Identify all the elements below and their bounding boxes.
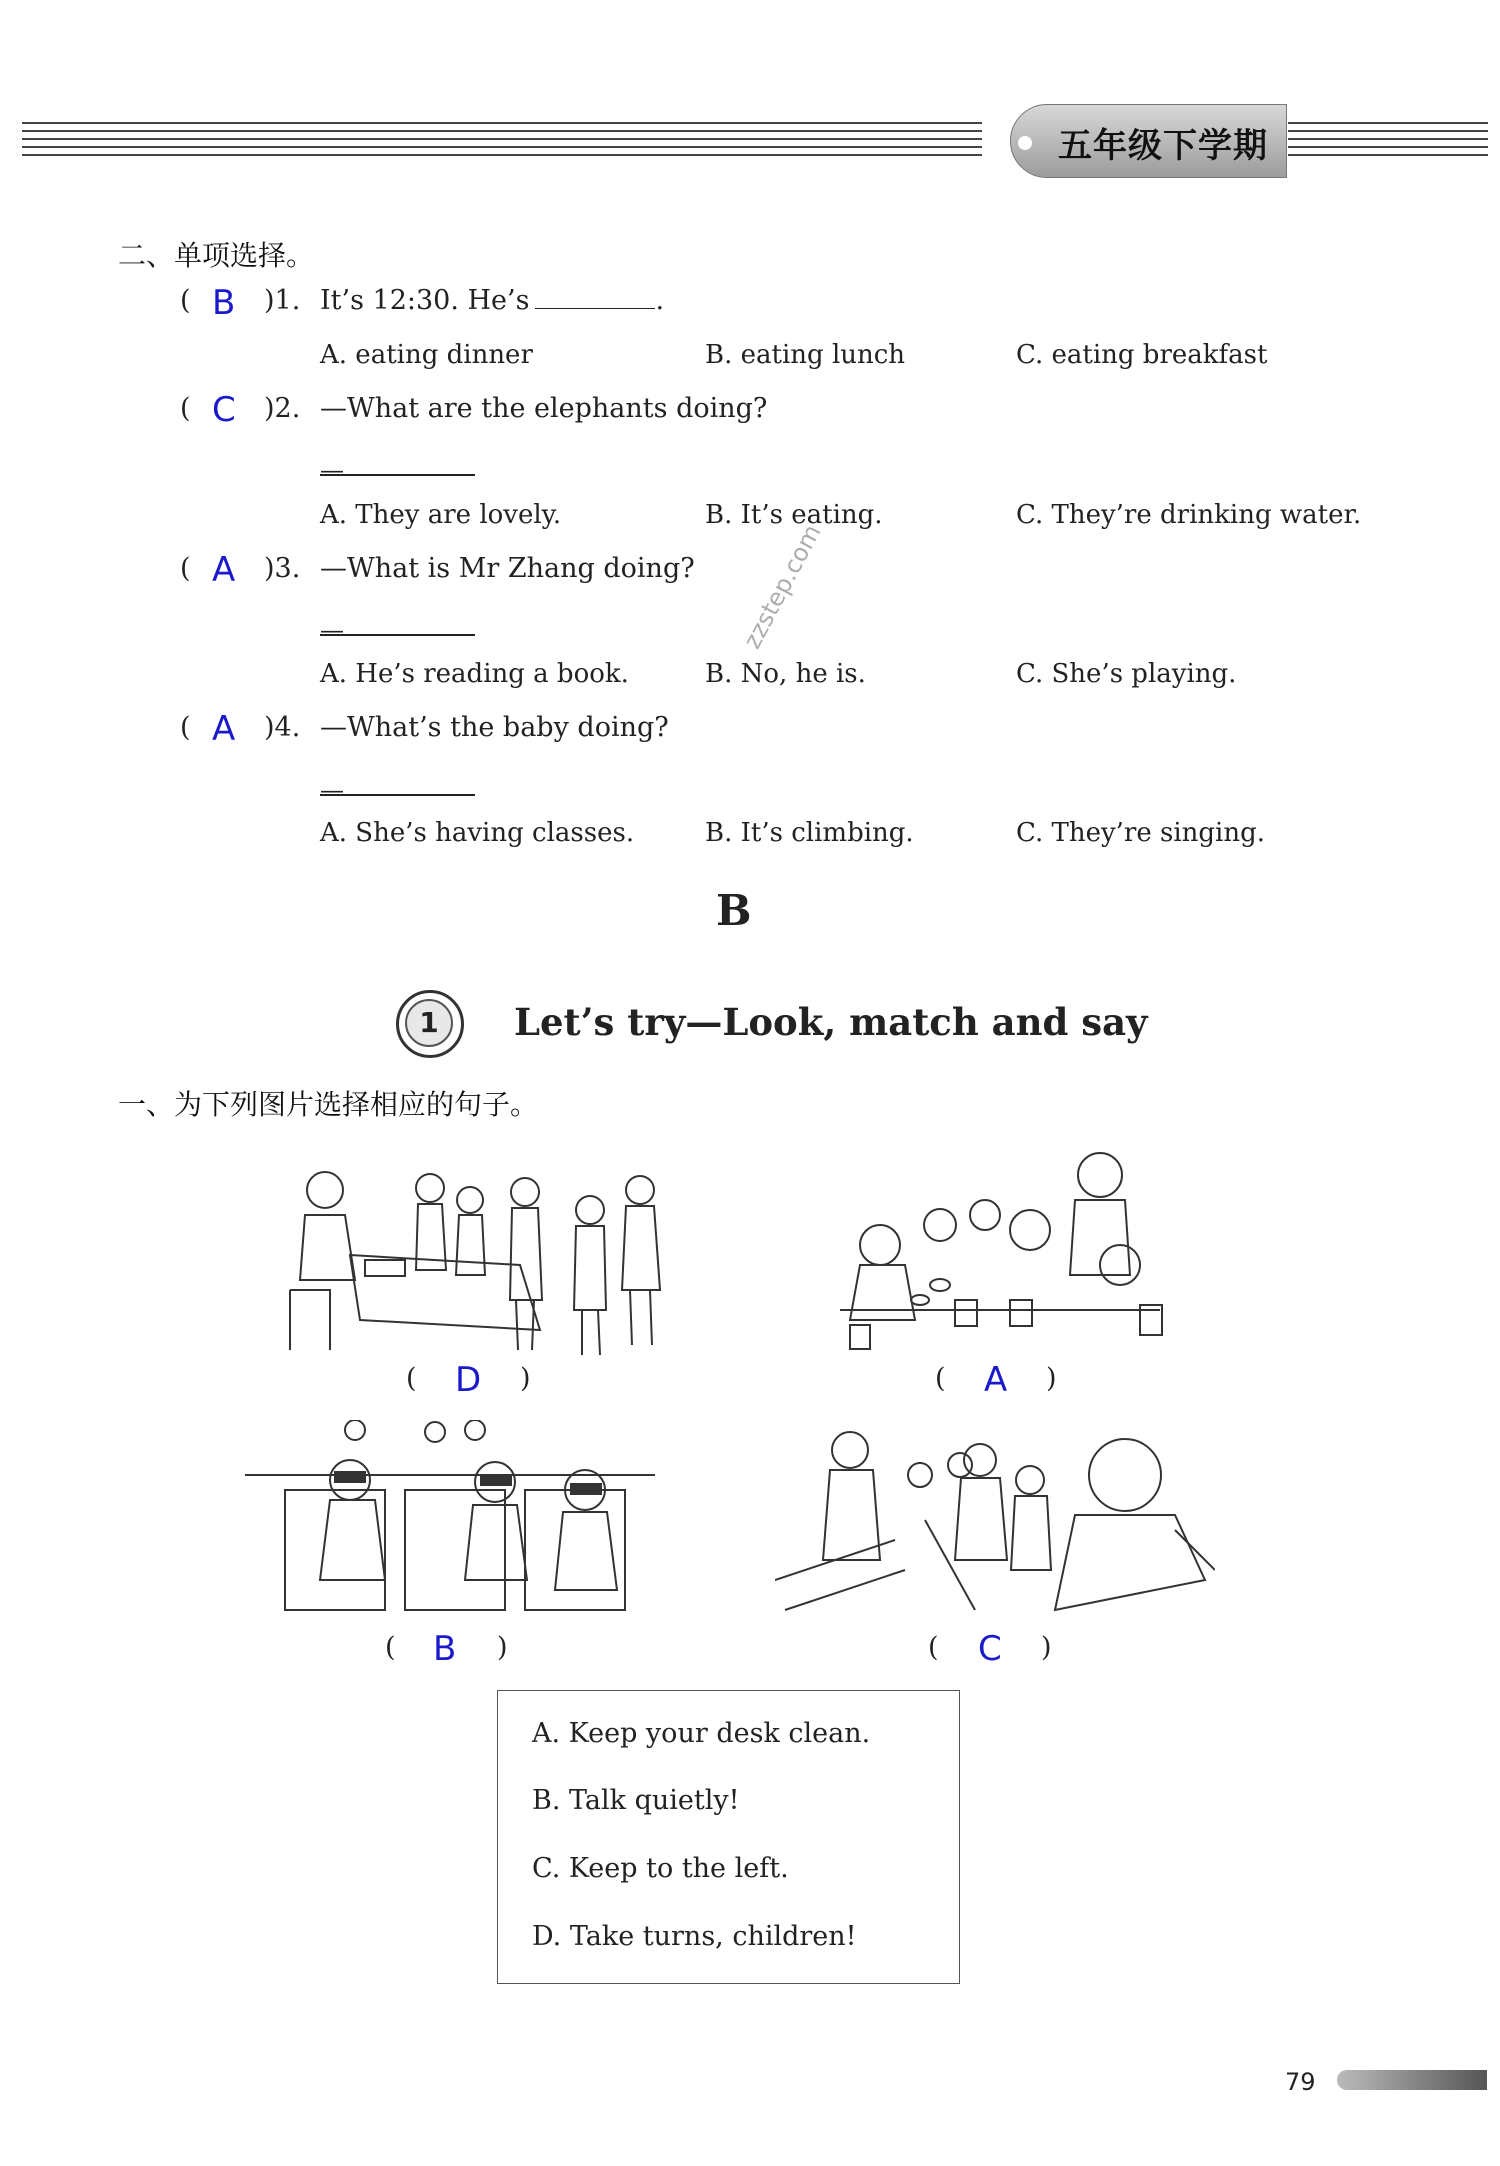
question-stem: —What’s the baby doing? — [320, 712, 669, 743]
answer-blank: — — [320, 794, 475, 796]
option-b: B. No, he is. — [705, 659, 866, 689]
picture-4-answer: C — [978, 1629, 1002, 1669]
paren-open: ( — [180, 393, 191, 424]
picture-cinema-illustration — [245, 1420, 655, 1620]
option-b: B. It’s climbing. — [705, 818, 914, 848]
option-a: A. He’s reading a book. — [320, 659, 629, 689]
option-c: C. They’re singing. — [1016, 818, 1266, 848]
choice-b: B. Talk quietly! — [532, 1785, 740, 1816]
option-c: C. She’s playing. — [1016, 659, 1237, 689]
option-a: A. They are lovely. — [320, 500, 562, 530]
picture-4-paren-close: ) — [1041, 1632, 1052, 1663]
picture-1-paren-close: ) — [520, 1363, 531, 1394]
paren-open: ( — [180, 712, 191, 743]
page-number-bar — [1337, 2070, 1487, 2090]
choice-d: D. Take turns, children! — [532, 1921, 857, 1952]
paren-open: ( — [180, 553, 191, 584]
answer-letter: A — [212, 709, 236, 749]
lesson-number-badge: 1 — [396, 990, 464, 1058]
question-stem: —What is Mr Zhang doing? — [320, 553, 695, 584]
page-number: 79 — [1285, 2068, 1316, 2096]
answer-letter: B — [212, 283, 236, 323]
option-c: C. eating breakfast — [1016, 340, 1268, 370]
paren-open: ( — [180, 285, 191, 316]
picture-2-paren-close: ) — [1046, 1363, 1057, 1394]
choice-a: A. Keep your desk clean. — [532, 1718, 871, 1749]
lesson-title: Let’s try—Look, match and say — [514, 1000, 1148, 1044]
picture-classroom-illustration — [270, 1160, 670, 1360]
answer-letter: A — [212, 550, 236, 590]
question-stem: —What are the elephants doing? — [320, 393, 768, 424]
answer-blank: — — [320, 634, 475, 636]
picture-4-paren-open: ( — [928, 1632, 939, 1663]
part-b-heading: B — [716, 886, 752, 935]
section-heading: 二、单项选择。 — [118, 239, 315, 272]
answer-blank: — — [320, 474, 475, 476]
picture-3-paren-open: ( — [385, 1632, 396, 1663]
question-number: )4. — [264, 712, 301, 743]
question-number: )1. — [264, 285, 301, 316]
picture-stairs-illustration — [775, 1420, 1215, 1630]
grade-label: 五年级下学期 — [1058, 126, 1268, 166]
picture-3-paren-close: ) — [497, 1632, 508, 1663]
watermark: zzstep.com — [738, 519, 827, 654]
answer-letter: C — [212, 390, 236, 430]
question-stem: It’s 12:30. He’s . — [320, 285, 665, 316]
picture-2-paren-open: ( — [935, 1363, 946, 1394]
option-c: C. They’re drinking water. — [1016, 500, 1362, 530]
picture-2-answer: A — [984, 1360, 1008, 1400]
option-a: A. She’s having classes. — [320, 818, 635, 848]
section-heading: 一、为下列图片选择相应的句子。 — [118, 1088, 539, 1121]
picture-1-answer: D — [455, 1360, 482, 1400]
option-b: B. eating lunch — [705, 340, 906, 370]
grade-tab-dot — [1018, 136, 1032, 150]
question-number: )2. — [264, 393, 301, 424]
choice-c: C. Keep to the left. — [532, 1853, 789, 1884]
question-number: )3. — [264, 553, 301, 584]
option-a: A. eating dinner — [320, 340, 533, 370]
picture-crafts-illustration — [820, 1135, 1180, 1355]
picture-1-paren-open: ( — [406, 1363, 417, 1394]
picture-3-answer: B — [433, 1629, 457, 1669]
option-b: B. It’s eating. — [705, 500, 883, 530]
